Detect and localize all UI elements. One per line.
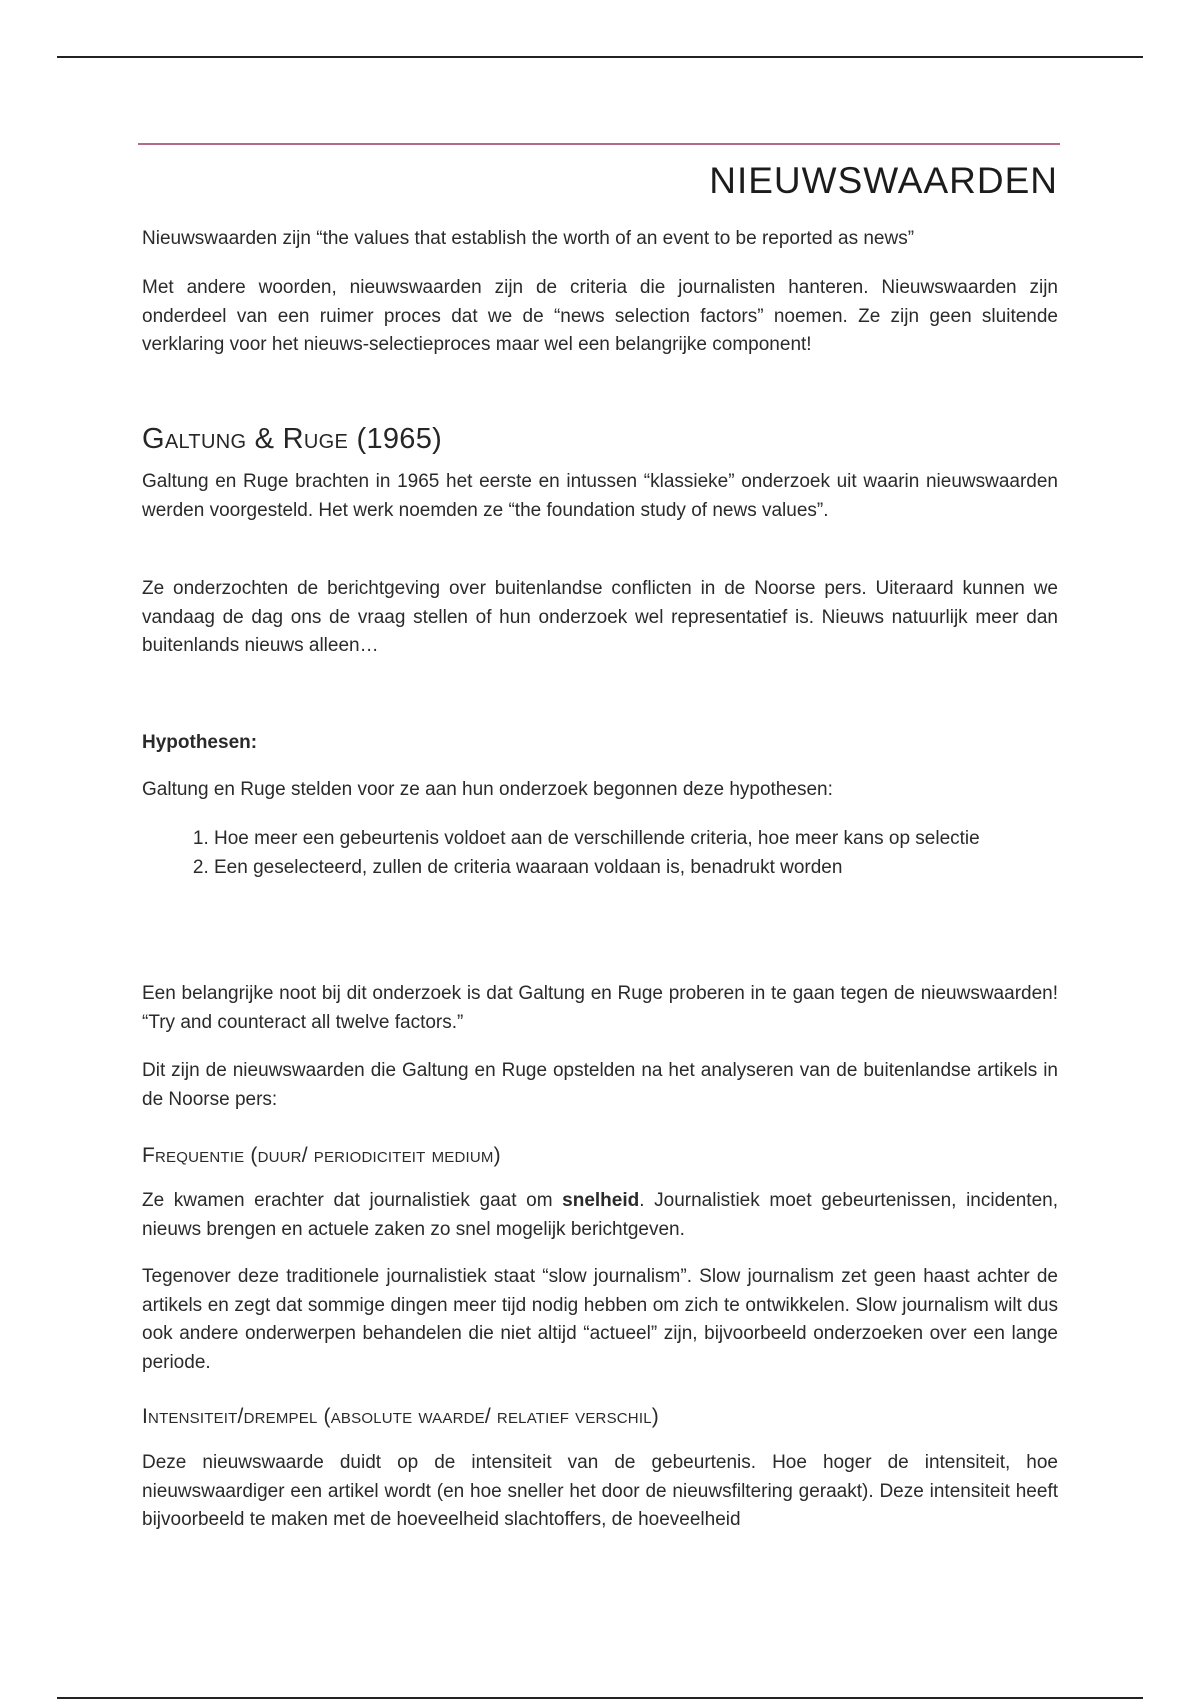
hypothesis-item-1: 1. Hoe meer een gebeurtenis voldoet aan de verschillende criteria, hoe meer kans op selectie [214,825,1058,854]
galtung-paragraph-1 [142,468,1058,525]
intro-paragraph-1 [142,225,1058,254]
galtung-heading: Galtung & Ruge (1965) [142,423,443,455]
hypotheses-intro-block [142,776,1058,805]
subheading-frequentie-block [142,1144,1058,1168]
hypotheses-list [142,825,1058,882]
intro-text-1: Nieuwswaarden zijn “the values that establish the worth of an event to be reported as news” [142,228,915,249]
galtung-text-1: Galtung en Ruge brachten in 1965 het eerste en intussen “klassieke” onderzoek uit waarin nieuwswaarden werden voorgesteld. Het werk noemden ze “the foundation study of news values”. [142,471,1058,521]
frequentie-text-1 [142,1187,1058,1244]
snelheid-emphasis: snelheid [562,1190,640,1211]
frequentie-paragraph-2 [142,1263,1058,1377]
hypotheses-label-block [142,729,1058,758]
note-text-2: Dit zijn de nieuwswaarden die Galtung en Ruge opstelden na het analyseren van de buitenlandse artikels in de Noorse pers: [142,1060,1058,1110]
title-accent-rule [138,143,1060,145]
frequentie-heading: Frequentie (duur/ periodiciteit medium) [142,1144,501,1167]
note-paragraph-2 [142,1057,1058,1114]
frequentie-text-1-end: . Journalistiek moet gebeurtenissen, incidenten, nieuws brengen en actuele zaken zo snel mogelijk berichtgeven. [142,1190,1058,1240]
galtung-text-2: Ze onderzochten de berichtgeving over buitenlandse conflicten in de Noorse pers. Uiteraard kunnen we vandaag de dag ons de vraag stellen of hun onderzoek wel representatief is. Nieuws natuurlijk meer dan buitenlands nieuws alleen… [142,578,1058,656]
frequentie-text-1-start: Ze kwamen erachter dat journalistiek gaat om [142,1190,563,1211]
note-paragraph-1 [142,980,1058,1037]
intro-paragraph-2 [142,274,1058,360]
galtung-paragraph-2 [142,575,1058,661]
intensiteit-heading: Intensiteit/drempel (absolute waarde/ relatief verschil) [142,1405,659,1428]
frequentie-paragraph-1 [142,1187,1058,1244]
hypotheses-label: Hypothesen: [142,732,258,753]
page-bottom-rule [57,1697,1143,1699]
intro-text-2: Met andere woorden, nieuwswaarden zijn de criteria die journalisten hanteren. Nieuwswaarden zijn onderdeel van een ruimer proces dat we de “news selection factors” noemen. Ze zijn geen sluitende verklaring voor het nieuws-selectieproces maar wel een belangrijke component! [142,277,1058,355]
hypothesis-item-2: 2. Een geselecteerd, zullen de criteria waaraan voldaan is, benadrukt worden [214,854,1058,883]
hypotheses-intro: Galtung en Ruge stelden voor ze aan hun onderzoek begonnen deze hypothesen: [142,779,833,800]
frequentie-text-2: Tegenover deze traditionele journalistiek staat “slow journalism”. Slow journalism zet geen haast achter de artikels en zegt dat sommige dingen meer tijd nodig hebben om zich te ontwikkelen. Slow journalism wilt dus ook andere onderwerpen behandelen die niet altijd “actueel” zijn, bijvoorbeeld onderzoeken over een lange periode. [142,1266,1058,1373]
section-heading-galtung [142,423,1058,456]
subheading-intensiteit-block [142,1405,1058,1429]
intensiteit-paragraph-1 [142,1449,1058,1535]
document-title: NIEUWSWAARDEN [709,160,1058,201]
hypotheses-list-block [142,825,1058,882]
note-text-1: Een belangrijke noot bij dit onderzoek is dat Galtung en Ruge proberen in te gaan tegen de nieuwswaarden! “Try and counteract all twelve factors.” [142,983,1058,1033]
intensiteit-text-1: Deze nieuwswaarde duidt op de intensiteit van de gebeurtenis. Hoe hoger de intensiteit, hoe nieuwswaardiger een artikel wordt (en hoe sneller het door de nieuwsfiltering geraakt). Deze intensiteit heeft bijvoorbeeld te maken met de hoeveelheid slachtoffers, de hoeveelheid [142,1452,1058,1530]
page-top-rule [57,56,1143,58]
